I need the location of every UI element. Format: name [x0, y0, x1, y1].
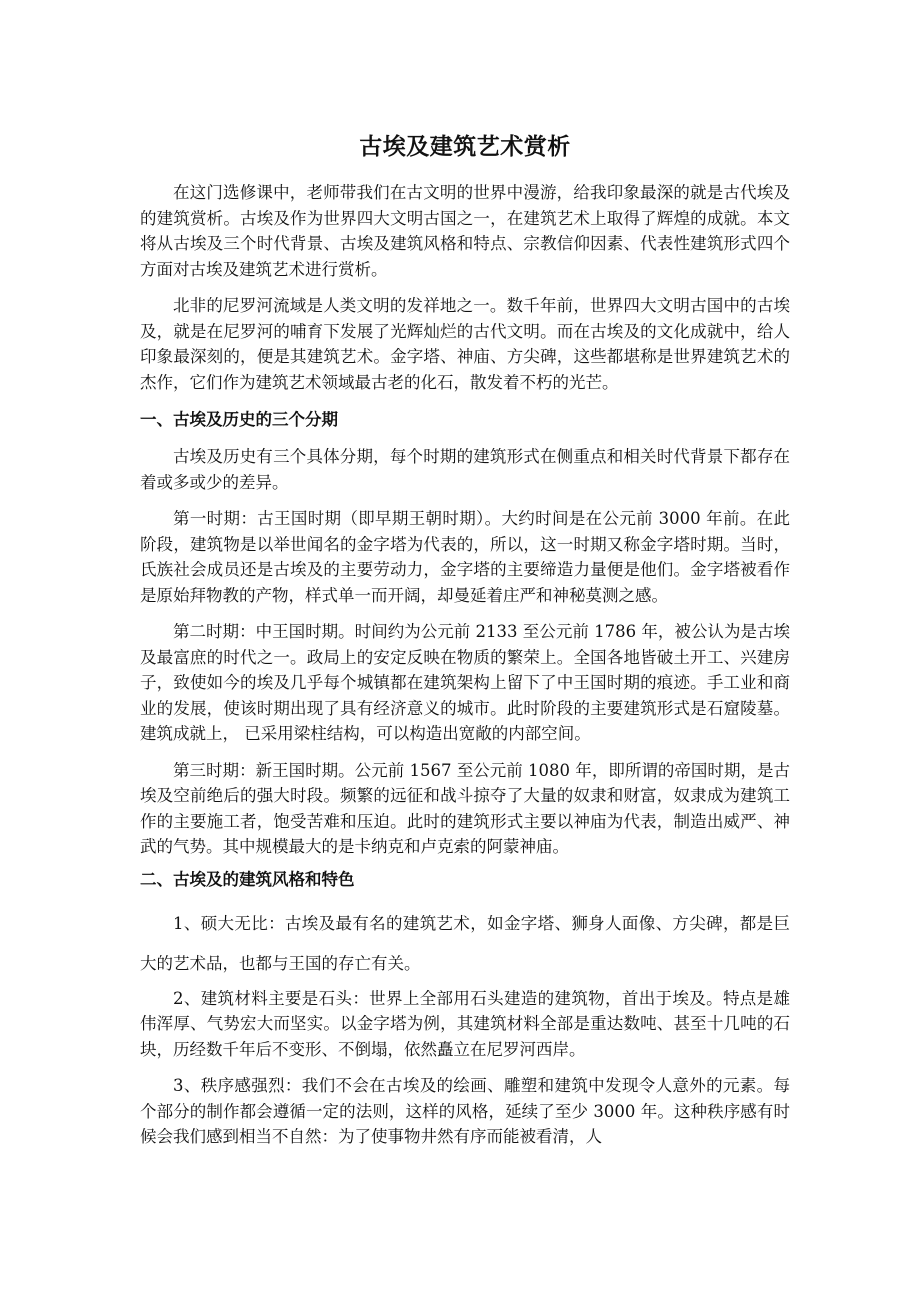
periods-overview-paragraph: 古埃及历史有三个具体分期，每个时期的建筑形式在侧重点和相关时代背景下都存在着或多或少的差异。	[140, 447, 790, 492]
new-kingdom-paragraph: 第三时期：新王国时期。公元前 1567 至公元前 1080 年，即所谓的帝国时期，是古埃及空前绝后的强大时段。频繁的远征和战斗掠夺了大量的奴隶和财富，奴隶成为建筑工作的主要施工者，饱受苦难和压迫。此时的建筑形式主要以神庙为代表，制造出威严、神武的气势。其中规模最大的是卡纳克和卢克索的阿蒙神庙。	[140, 760, 790, 856]
old-kingdom-paragraph: 第一时期：古王国时期（即早期王朝时期）。大约时间是在公元前 3000 年前。在此阶段，建筑物是以举世闻名的金字塔为代表的，所以，这一时期又称金字塔时期。当时，氏族社会成员还是古埃及的主要劳动力，金字塔的主要缔造力量便是他们。金字塔被看作是原始拜物教的产物，样式单一而开阔，却曼延着庄严和神秘莫测之感。	[140, 509, 790, 605]
document-page	[140, 128, 790, 1161]
middle-kingdom-paragraph: 第二时期：中王国时期。时间约为公元前 2133 至公元前 1786 年，被公认为是古埃及最富庶的时代之一。政局上的安定反映在物质的繁荣上。全国各地皆破土开工、兴建房子，致使如今的埃及几乎每个城镇都在建筑架构上留下了中王国时期的痕迹。手工业和商业的发展，使该时期出现了具有经济意义的城市。此时阶段的主要建筑形式是石窟陵墓。建筑成就上， 已采用梁柱结构，可以构造出宽敞的内部空间。	[140, 622, 790, 743]
style-item-3-paragraph: 3、秩序感强烈：我们不会在古埃及的绘画、雕塑和建筑中发现令人意外的元素。每个部分的制作都会遵循一定的法则，这样的风格，延续了至少 3000 年。这种秩序感有时候会我们感到相当不自然：为了使事物井然有序而能被看清，人	[140, 1076, 790, 1146]
style-item-2-paragraph: 2、建筑材料主要是石头：世界上全部用石头建造的建筑物，首出于埃及。特点是雄伟浑厚、气势宏大而坚实。以金字塔为例，其建筑材料全部是重达数吨、甚至十几吨的石块，历经数千年后不变形、不倒塌，依然矗立在尼罗河西岸。	[140, 988, 790, 1059]
intro-paragraph-1: 在这门选修课中，老师带我们在古文明的世界中漫游，给我印象最深的就是古代埃及的建筑赏析。古埃及作为世界四大文明古国之一，在建筑艺术上取得了辉煌的成就。本文将从古埃及三个时代背景、古埃及建筑风格和特点、宗教信仰因素、代表性建筑形式四个方面对古埃及建筑艺术进行赏析。	[140, 183, 790, 279]
section-heading-style: 二、古埃及的建筑风格和特色	[140, 869, 355, 889]
section-heading-periods: 一、古埃及历史的三个分期	[140, 410, 338, 429]
intro-paragraph-2: 北非的尼罗河流域是人类文明的发祥地之一。数千年前，世界四大文明古国中的古埃及，就是在尼罗河的哺育下发展了光辉灿烂的古代文明。而在古埃及的文化成就中，给人印象最深刻的，便是其建筑艺术。金字塔、神庙、方尖碑，这些都堪称是世界建筑艺术的杰作，它们作为建筑艺术领域最古老的化石，散发着不朽的光芒。	[140, 296, 790, 392]
document-title: 古埃及建筑艺术赏析	[359, 133, 571, 160]
style-item-1-paragraph: 1、硕大无比：古埃及最有名的建筑艺术，如金字塔、狮身人面像、方尖碑，都是巨大的艺术品，也都与王国的存亡有关。	[140, 913, 790, 973]
